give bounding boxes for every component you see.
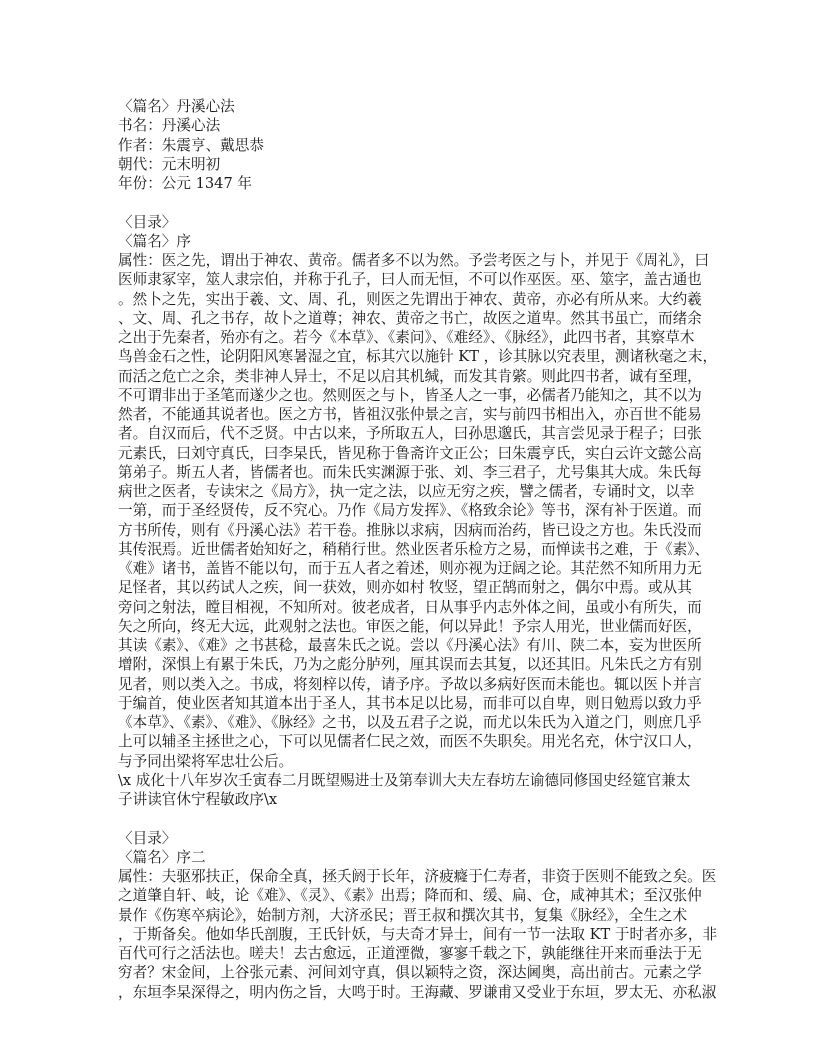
text-line: 属性：夫驱邪扶正，保命全真，拯夭阏于长年，济疲癃于仁寿者，非资于医则不能致之矣。医 (118, 868, 717, 885)
text-line: 上可以辅圣主拯世之心，下可以见儒者仁民之效，而医不失职矣。用光名充，休宁汉口人， (118, 733, 702, 751)
text-line: 旁问之射法，瞠目相视，不知所对。彼老成者，日从事乎内志外体之间，虽或小有所失，而 (118, 598, 702, 616)
text-line: 属性：医之先，谓出于神农、黄帝。儒者多不以为然。予尝考医之与卜，并见于《周礼》，曰 (118, 252, 710, 269)
text-line: 之出于先秦者，殆亦有之。若今《本草》、《素问》、《难经》、《脉经》，此四书者，其察草木 (118, 329, 695, 346)
book-metadata (118, 97, 718, 193)
text-line: 足怪者，其以药试人之疾，间一获效，则亦如村 牧竖，望正鹄而射之，偶尔中焉。或从其 (118, 579, 692, 597)
text-line: 其传泯焉。近世儒者始知好之，稍稍行世。然业医者乐检方之易，而惮读书之难，于《素》、 (118, 540, 710, 558)
section-title: 〈篇名〉序二 (118, 848, 206, 866)
text-line: ，东垣李杲深得之，明内伤之旨，大鸣于时。王海藏、罗谦甫又受业于东垣，罗太无、亦私淑 (118, 983, 717, 1001)
section-body (118, 251, 718, 809)
section-preface (118, 213, 718, 810)
text-line: 不可谓非出于圣笔而遂少之也。然则医之与卜，皆圣人之一事，必儒者乃能知之，其不以为 (118, 386, 702, 404)
text-line: 、文、周、孔之书存，故卜之道尊；神农、黄帝之书亡，故医之道卑。然其书虽亡，而绪余 (118, 309, 702, 327)
text-line: 增附，深惧上有累于朱氏，乃为之彪分胪列，厘其误而去其复，以还其旧。凡朱氏之方有别 (118, 656, 702, 674)
text-line: 《本草》、《素》、《难》、《脉经》之书，以及五君子之说，而尤以朱氏为入道之门，则庶几乎 (118, 714, 702, 731)
text-line: 于编首，使业医者知其道本出于圣人，其书本足以比易，而非可以自卑，则日勉焉以致力乎 (118, 694, 702, 712)
dynasty: 朝代：元末明初 (118, 155, 221, 173)
text-line: 百代可行之活法也。嗟夫！去古愈远，正道湮微，寥寥千载之下，孰能继往开来而垂法于无 (118, 945, 702, 962)
signature-line: 子讲读官休宁程敏政序\x (118, 791, 278, 808)
text-line: 第弟子。斯五人者，皆儒者也。而朱氏实渊源于张、刘、李三君子，尤号集其大成。朱氏每 (118, 463, 702, 481)
section-title: 〈篇名〉序 (118, 232, 191, 250)
text-line: 然者，不能通其说者也。医之方书，皆祖汉张仲景之言，实与前四书相出入，亦百世不能易 (118, 406, 702, 423)
authors: 作者：朱震亨、戴思恭 (118, 136, 264, 154)
spacer (118, 193, 718, 212)
text-line: 见者，则以类入之。书成，将刻梓以传，请予序。予故以多病好医而未能也。辄以医卜并言 (118, 675, 702, 693)
signature-line: \x 成化十八年岁次壬寅春二月既望赐进士及第奉训大夫左春坊左谕德同修国史经筵官兼太 (118, 771, 691, 789)
text-line: 方书所传，则有《丹溪心法》若干卷。推脉以求病，因病而治药，皆已设之方也。朱氏没而 (118, 521, 702, 539)
text-line: 而活之危亡之余，类非神人异士，不足以启其机缄，而发其肯綮。则此四书者，诚有至理， (118, 367, 702, 385)
text-line: ，于斯备矣。他如华氏剖腹，王氏针妖，与夫奇才异士，间有一节一法取 KT 于时者亦多，非 (118, 925, 718, 943)
toc-marker: 〈目录〉 (118, 829, 177, 847)
text-line: 景作《伤寒卒病论》，始制方剂，大济丞民；晋王叔和撰次其书，复集《脉经》，全生之术 (118, 906, 688, 924)
section-preface-two (118, 829, 718, 1002)
toc-marker: 〈目录〉 (118, 213, 177, 231)
text-line: 元素氏，曰刘守真氏，曰李杲氏，皆见称于鲁斋许文正公；曰朱震亨氏，实白云许文懿公高 (118, 444, 702, 462)
document-page (118, 97, 718, 1002)
text-line: 一第，而于圣经贤传，反不究心。乃作《局方发挥》、《格致余论》等书，深有补于医道。而 (118, 502, 702, 520)
text-line: 者。自汉而后，代不乏贤。中古以来，予所取五人，曰孙思邈氏，其言尝见录于程子；曰张 (118, 425, 702, 443)
text-line: 医师隶冢宰，筮人隶宗伯，并称于孔子，曰人而无恒，不可以作巫医。巫、筮字，盖古通也 (118, 271, 702, 289)
spacer (118, 809, 718, 828)
book-name: 书名：丹溪心法 (118, 117, 221, 135)
text-line: 鸟兽金石之性，论阴阳风寒暑湿之宜，标其穴以施针 KT ，诊其脉以究表里，测诸秋毫之末， (118, 348, 718, 366)
year: 年份：公元 1347 年 (118, 175, 252, 192)
chapter-title-line: 〈篇名〉丹溪心法 (118, 98, 235, 115)
text-line: 其读《素》、《难》之书甚稔，最喜朱氏之说。尝以《丹溪心法》有川、陕二本，妄为世医所 (118, 637, 702, 654)
text-line: 与予同出梁将军忠壮公后。 (118, 752, 294, 770)
text-line: 病世之医者，专读宋之《局方》，执一定之法，以应无穷之疾，譬之儒者，专诵时文，以幸 (118, 483, 695, 500)
text-line: 之道肇自轩、岐，论《难》、《灵》、《素》出焉；降而和、缓、扁、仓，咸神其术；至汉张仲 (118, 887, 702, 905)
text-line: 。然卜之先，实出于羲、文、周、孔，则医之先谓出于神农、黄帝，亦必有所从来。大约羲 (118, 290, 702, 308)
text-line: 穷者？宋金间，上谷张元素、河间刘守真，俱以颖特之资，深达阃奥，高出前古。元素之学 (118, 964, 702, 982)
text-line: 矢之所向，终无大远，此观射之法也。审医之能，何以异此！予宗人用光，世业儒而好医， (118, 617, 702, 635)
text-line: 《难》诸书，盖皆不能以句，而于五人者之着述，则亦视为迂阔之论。其茫然不知所用力无 (118, 560, 702, 577)
section-body (118, 867, 718, 1002)
